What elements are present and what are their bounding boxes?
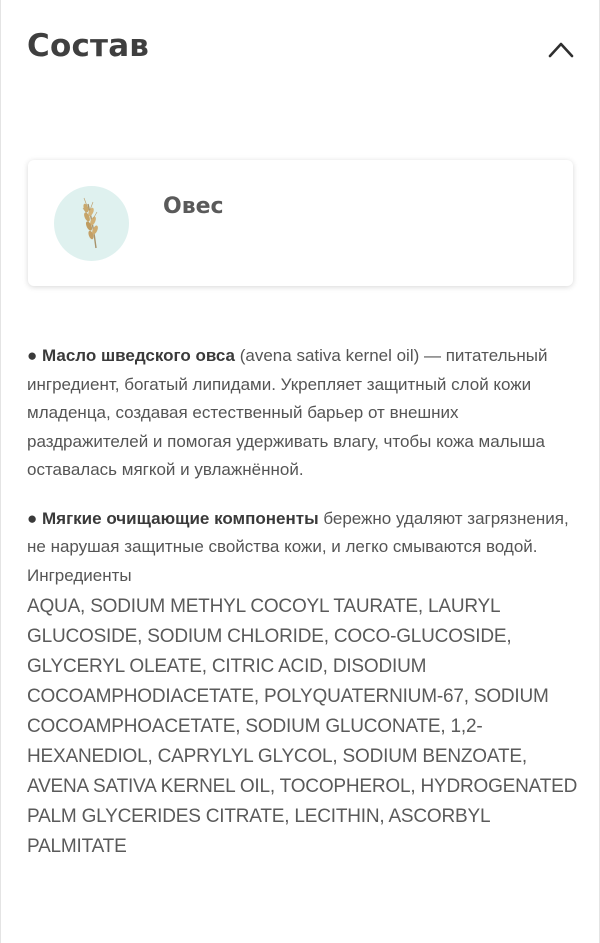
description-text: бережно удаляют загрязнения, не нарушая защитные свойства кожи, и легко смываются водой. [27, 508, 569, 556]
chevron-up-icon[interactable] [541, 34, 581, 66]
section-title: Состав [27, 28, 150, 64]
ingredients-label: Ингредиенты [27, 565, 132, 585]
bullet: ● [27, 508, 38, 528]
oat-icon [54, 186, 129, 261]
ingredient-card[interactable] [28, 160, 573, 286]
ingredients-list: AQUA, SODIUM METHYL COCOYL TAURATE, LAURYL GLUCOSIDE, SODIUM CHLORIDE, COCO-GLUCOSIDE, GLYCERYL OLEATE, CITRIC ACID, DISODIUM COCOAMPHODIACETATE, POLYQUATERNIUM-67, SODIUM COCOAMPHOACETATE, SODIUM GLUCONATE, 1,2-HEXANEDIOL, CAPRYLYL GLYCOL, SODIUM BENZOATE, AVENA SATIVA KERNEL OIL, TOCOPHEROL, HYDROGENATED PALM GLYCERIDES CITRATE, LECITHIN, ASCORBYL PALMITATE [27, 596, 578, 857]
description-paragraph [27, 505, 583, 562]
bullet: ● [27, 346, 38, 365]
section-header[interactable] [1, 0, 599, 100]
description-text: (avena sativa kernel oil) — питательный ингредиент, богатый липидами. Укрепляет защитный слой кожи младенца, создавая естественный барьер от внешних раздражителей и помогая удерживать влагу, чтобы кожа малыша оставалась мягкой и увлажнённой. [27, 346, 548, 479]
ingredient-name: Овес [163, 194, 224, 219]
description-highlight: Мягкие очищающие компоненты [42, 508, 319, 528]
composition-content [27, 342, 583, 862]
description-highlight: Масло шведского овса [42, 346, 236, 365]
description-paragraph [27, 342, 583, 485]
